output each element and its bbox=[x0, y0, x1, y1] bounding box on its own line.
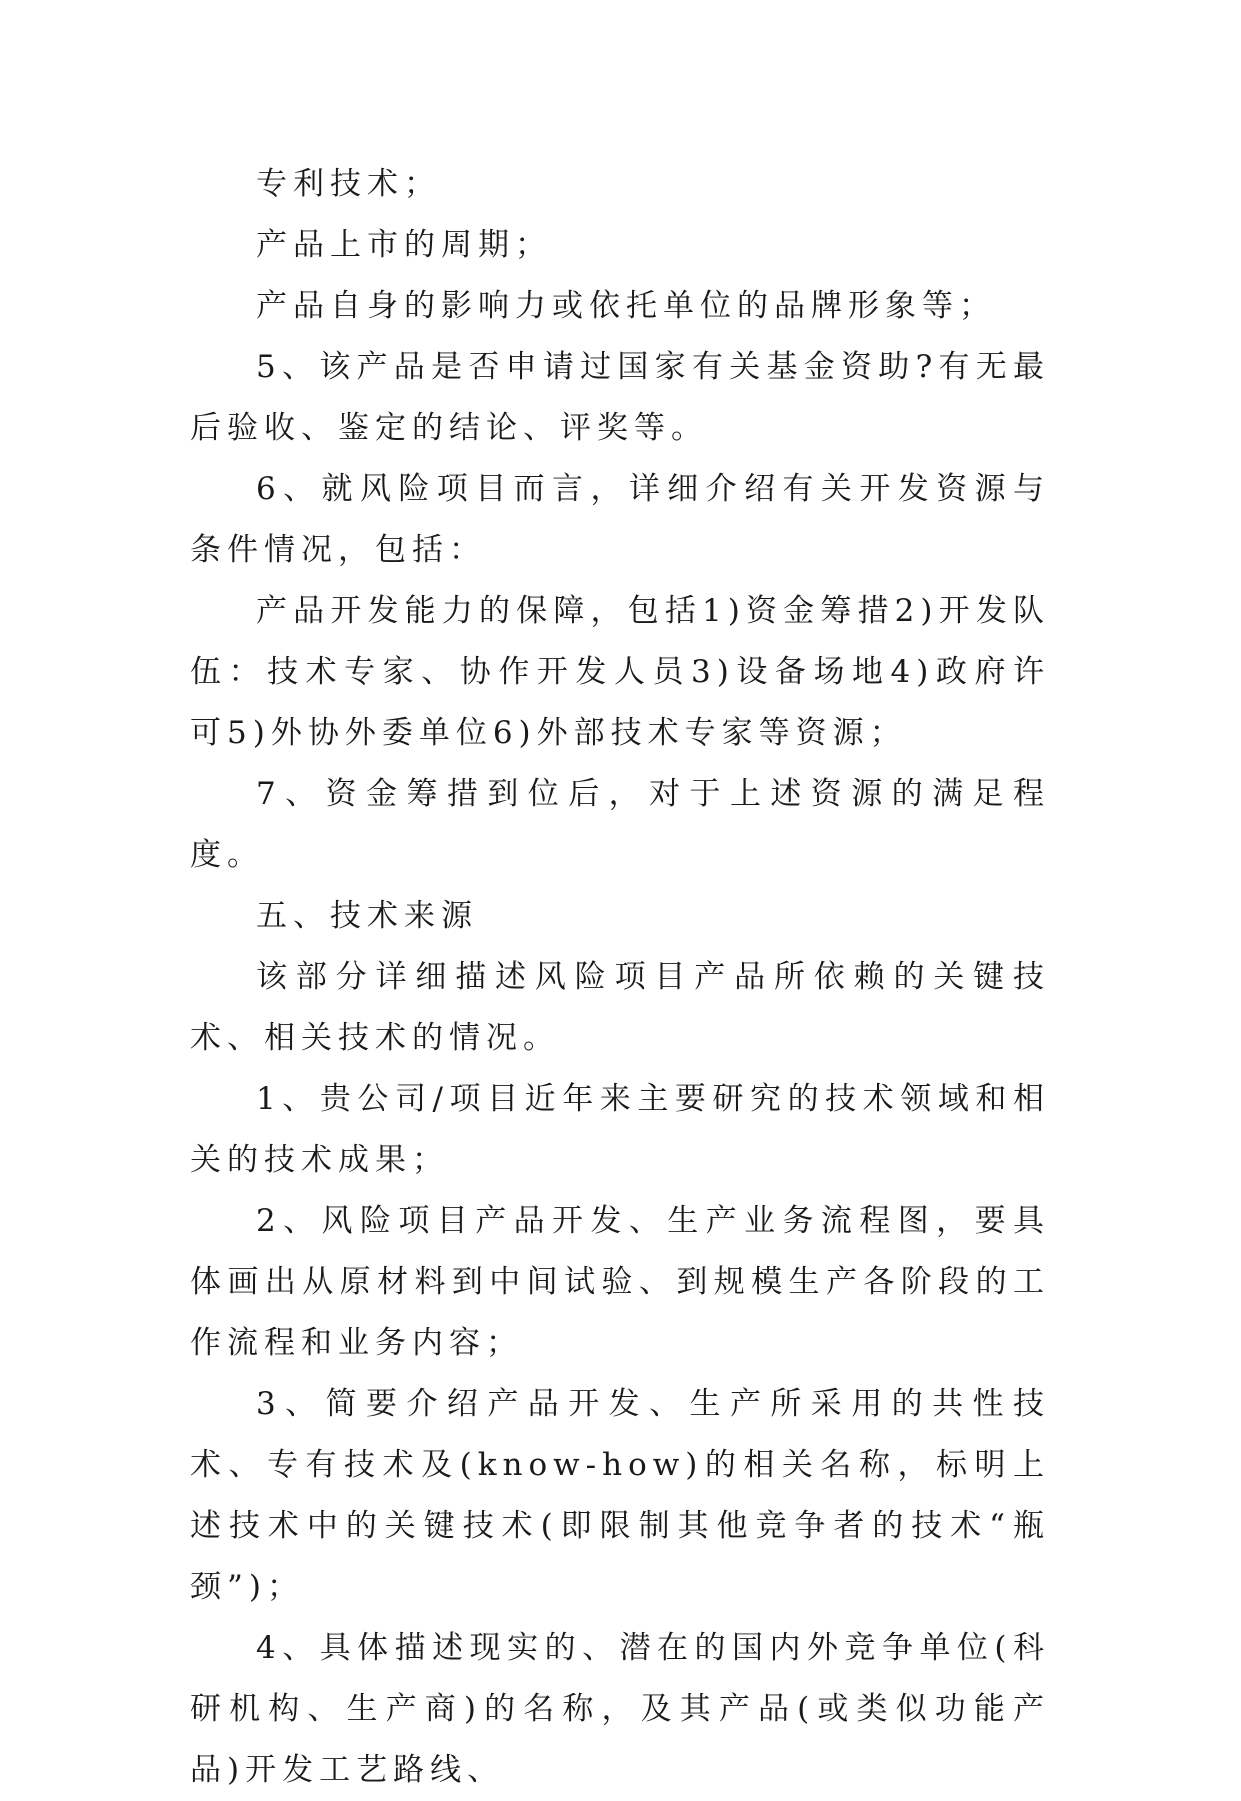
paragraph-tech-item-3: 3、简要介绍产品开发、生产所采用的共性技术、专有技术及(know-how)的相关名称，标明上述技术中的关键技术(即限制其他竞争者的技术“瓶颈”)； bbox=[190, 1386, 1050, 1605]
paragraph-tech-item-1: 1、贵公司/项目近年来主要研究的技术领域和相关的技术成果； bbox=[190, 1081, 1050, 1178]
paragraph-item-6: 6、就风险项目而言，详细介绍有关开发资源与条件情况，包括： bbox=[190, 471, 1050, 568]
paragraph-section-intro: 该部分详细描述风险项目产品所依赖的关键技术、相关技术的情况。 bbox=[190, 959, 1050, 1056]
paragraph-market-cycle: 产品上市的周期； bbox=[256, 227, 552, 263]
paragraph-item-7: 7、资金筹措到位后，对于上述资源的满足程度。 bbox=[190, 776, 1050, 873]
paragraph-patent-tech: 专利技术； bbox=[256, 166, 441, 202]
section-heading-tech-source: 五、技术来源 bbox=[256, 898, 478, 934]
paragraph-brand-influence: 产品自身的影响力或依托单位的品牌形象等； bbox=[256, 288, 996, 324]
paragraph-dev-capability: 产品开发能力的保障，包括1)资金筹措2)开发队伍：技术专家、协作开发人员3)设备场地4)政府许可5)外协外委单位6)外部技术专家等资源； bbox=[190, 593, 1050, 751]
document-page bbox=[190, 154, 1050, 1801]
paragraph-tech-item-4: 4、具体描述现实的、潜在的国内外竞争单位(科研机构、生产商)的名称，及其产品(或类似功能产品)开发工艺路线、 bbox=[190, 1630, 1050, 1788]
paragraph-item-5: 5、该产品是否申请过国家有关基金资助?有无最后验收、鉴定的结论、评奖等。 bbox=[190, 349, 1050, 446]
paragraph-tech-item-2: 2、风险项目产品开发、生产业务流程图，要具体画出从原材料到中间试验、到规模生产各阶段的工作流程和业务内容； bbox=[190, 1203, 1050, 1361]
